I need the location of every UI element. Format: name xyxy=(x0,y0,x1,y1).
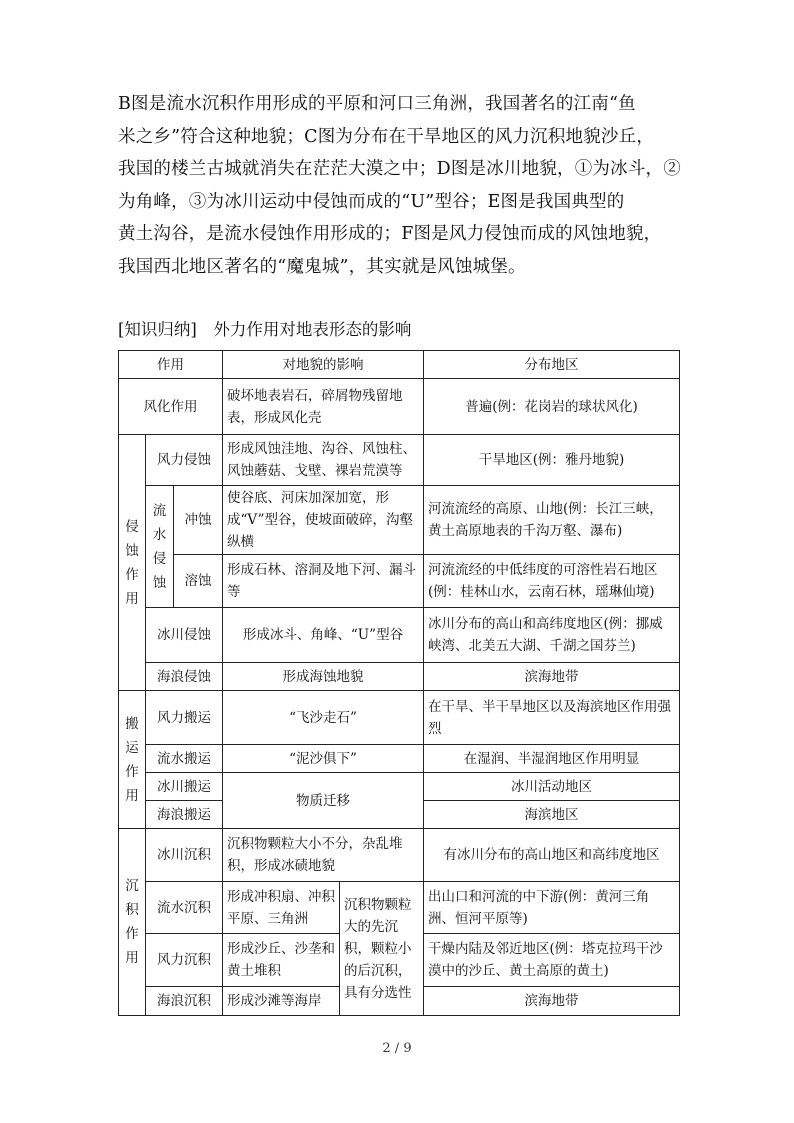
region-cell: 干旱地区(例：雅丹地貌) xyxy=(424,435,680,486)
paragraph-line: 我国的楼兰古城就消失在茫茫大漠之中；D图是冰川地貌，①为冰斗，② xyxy=(118,159,681,179)
page-number: 2 / 9 xyxy=(382,1041,412,1056)
force-name-cell: 海浪搬运 xyxy=(146,801,223,829)
group-cell-transport: 搬运作用 xyxy=(119,691,146,829)
region-cell: 有冰川分布的高山地区和高纬度地区 xyxy=(424,829,680,882)
paragraph-line: 为角峰，③为冰川运动中侵蚀而成的“U”型谷；E图是我国典型的 xyxy=(118,191,625,212)
region-cell: 冰川分布的高山和高纬度地区(例：挪威峡湾、北美五大湖、千湖之国芬兰) xyxy=(424,608,680,663)
effect-cell: 形成冲积扇、冲积平原、三角洲 xyxy=(223,882,340,934)
force-name-cell: 风力侵蚀 xyxy=(146,435,223,486)
table-row xyxy=(119,691,680,745)
region-cell: 河流流经的高原、山地(例：长江三峡，黄土高原地表的千沟万壑、瀑布) xyxy=(424,486,680,555)
effect-cell: 形成风蚀洼地、沟谷、风蚀柱、风蚀蘑菇、戈壁、裸岩荒漠等 xyxy=(223,435,424,486)
paragraph-line: 我国西北地区著名的“魔鬼城”，其实就是风蚀城堡。 xyxy=(118,256,526,277)
group-cell-deposition: 沉积作用 xyxy=(119,829,146,1016)
effect-cell: 形成沙滩等海岸 xyxy=(223,987,340,1016)
effect-cell: “泥沙俱下” xyxy=(223,745,424,773)
section-heading: [知识归纳] 外力作用对地表形态的影响 xyxy=(118,320,412,339)
region-cell: 出山口和河流的中下游(例：黄河三角洲、恒河平原等) xyxy=(424,882,680,934)
region-cell: 在干旱、半干旱地区以及海滨地区作用强烈 xyxy=(424,691,680,745)
effect-cell: 使谷底、河床加深加宽，形成“V”型谷，使坡面破碎，沟壑纵横 xyxy=(223,486,424,555)
effect-cell: 物质迁移 xyxy=(223,773,424,829)
region-cell: 河流流经的中低纬度的可溶性岩石地区(例：桂林山水，云南石林，瑶琳仙境) xyxy=(424,555,680,608)
force-name-cell: 海浪侵蚀 xyxy=(146,663,223,691)
region-cell: 滨海地带 xyxy=(424,663,680,691)
intro-paragraph xyxy=(118,88,683,283)
region-cell: 冰川活动地区 xyxy=(424,773,680,801)
paragraph-line: 黄土沟谷，是流水侵蚀作用形成的；F图是风力侵蚀而成的风蚀地貌， xyxy=(118,224,662,244)
effect-cell: 形成海蚀地貌 xyxy=(223,663,424,691)
paragraph-line: 米之乡”符合这种地貌；C图为分布在干旱地区的风力沉积地貌沙丘， xyxy=(118,126,655,147)
table-row xyxy=(119,745,680,773)
effect-cell: 沉积物颗粒大小不分，杂乱堆积，形成冰碛地貌 xyxy=(223,829,424,882)
force-name-cell: 风力搬运 xyxy=(146,691,223,745)
force-name-cell: 冲蚀 xyxy=(174,486,223,555)
sorting-note-cell: 沉积物颗粒大的先沉积，颗粒小的后沉积，具有分选性 xyxy=(340,882,424,1016)
force-name-cell: 冰川沉积 xyxy=(146,829,223,882)
group-cell-erosion: 侵蚀作用 xyxy=(119,435,146,691)
table-row xyxy=(119,435,680,486)
external-forces-table xyxy=(118,350,680,1016)
force-name-cell: 溶蚀 xyxy=(174,555,223,608)
table-row xyxy=(119,773,680,801)
force-name-cell: 海浪沉积 xyxy=(146,987,223,1016)
region-cell: 滨海地带 xyxy=(424,987,680,1016)
table-row xyxy=(119,882,680,934)
region-cell: 普遍(例：花岗岩的球状风化) xyxy=(424,379,680,435)
force-name-cell: 风力沉积 xyxy=(146,934,223,987)
force-name-cell: 冰川侵蚀 xyxy=(146,608,223,663)
region-cell: 在湿润、半湿润地区作用明显 xyxy=(424,745,680,773)
effect-cell: “飞沙走石” xyxy=(223,691,424,745)
table-row xyxy=(119,608,680,663)
header-cell: 对地貌的影响 xyxy=(223,351,424,379)
effect-cell: 破坏地表岩石，碎屑物残留地表，形成风化壳 xyxy=(223,379,424,435)
table-row xyxy=(119,663,680,691)
region-cell: 干燥内陆及邻近地区(例：塔克拉玛干沙漠中的沙丘、黄土高原的黄土) xyxy=(424,934,680,987)
effect-cell: 形成石林、溶洞及地下河、漏斗等 xyxy=(223,555,424,608)
table-row xyxy=(119,379,680,435)
header-cell: 作用 xyxy=(119,351,223,379)
table-row xyxy=(119,555,680,608)
paragraph-line: B图是流水沉积作用形成的平原和河口三角洲，我国著名的江南“鱼 xyxy=(118,94,636,114)
force-name-cell: 流水沉积 xyxy=(146,882,223,934)
effect-cell: 形成冰斗、角峰、“U”型谷 xyxy=(223,608,424,663)
force-name-cell: 冰川搬运 xyxy=(146,773,223,801)
table-row xyxy=(119,829,680,882)
header-cell: 分布地区 xyxy=(424,351,680,379)
effect-cell: 形成沙丘、沙垄和黄土堆积 xyxy=(223,934,340,987)
table-row xyxy=(119,486,680,555)
force-name-cell: 流水搬运 xyxy=(146,745,223,773)
subgroup-cell-water: 流水侵蚀 xyxy=(146,486,174,608)
table-header-row xyxy=(119,351,680,379)
region-cell: 海滨地区 xyxy=(424,801,680,829)
force-name-cell: 风化作用 xyxy=(119,379,223,435)
